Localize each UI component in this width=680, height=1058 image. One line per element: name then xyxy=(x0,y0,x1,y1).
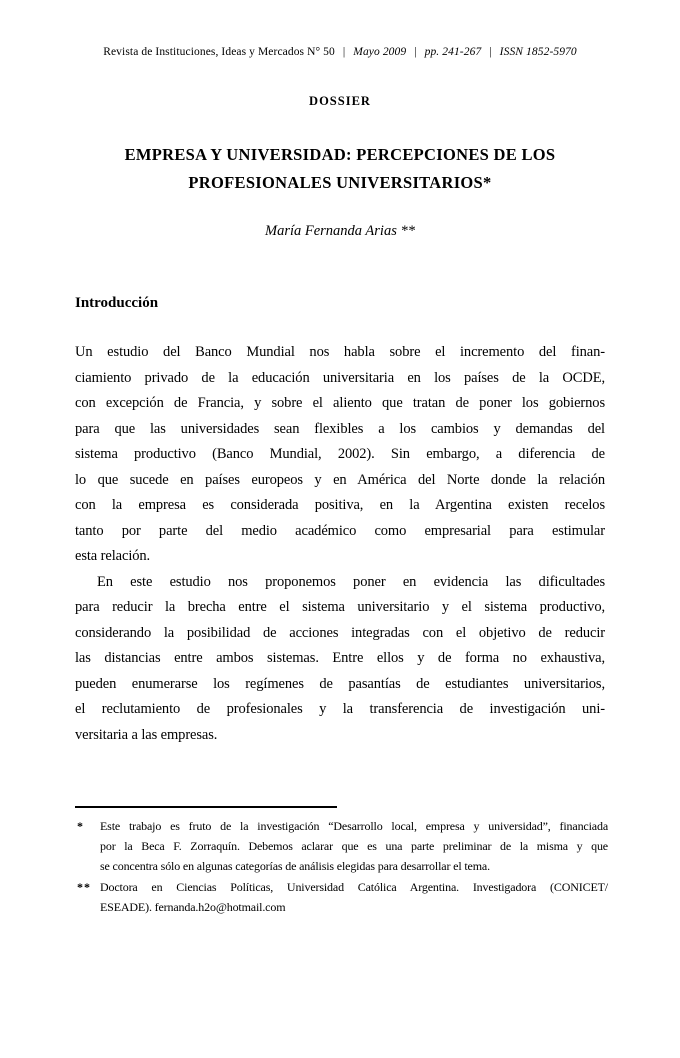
article-title-line-1: EMPRESA Y UNIVERSIDAD: PERCEPCIONES DE LOS xyxy=(124,145,556,164)
text-line: ESEADE). fernanda.h2o@hotmail.com xyxy=(100,899,286,914)
text-line: el reclutamiento de profesionales y la transferencia de investigación uni- xyxy=(75,701,605,717)
header-separator: | xyxy=(414,46,417,58)
text-line: se concentra sólo en algunas categorías de análisis elegidas para desarrollar el tema. xyxy=(100,859,490,874)
text-line: para reducir la brecha entre el sistema universitario y el sistema productivo, xyxy=(75,599,605,615)
footnote-1 xyxy=(75,816,608,877)
footnote-2 xyxy=(75,877,608,917)
paragraph-1 xyxy=(75,340,605,570)
footnote-marker-2: ** xyxy=(77,879,91,894)
text-line: con excepción de Francia, y sobre el aliento que tratan de poner los gobiernos xyxy=(75,395,605,411)
page-range: pp. 241-267 xyxy=(424,46,482,58)
text-line: En este estudio nos proponemos poner en evidencia las dificultades xyxy=(97,573,605,590)
section-heading-introduccion: Introducción xyxy=(75,295,159,311)
paragraph-2 xyxy=(75,570,605,749)
text-line: Doctora en Ciencias Políticas, Universidad Católica Argentina. Investigadora (CONICET/ xyxy=(100,879,608,894)
header-separator: | xyxy=(489,46,492,58)
issue-date: Mayo 2009 xyxy=(353,46,407,58)
article-title xyxy=(0,141,680,197)
text-line: pueden enumerarse los regímenes de pasantías de estudiantes universitarios, xyxy=(75,675,605,692)
article-body xyxy=(75,340,605,748)
text-line: esta relación. xyxy=(75,548,151,564)
text-line: Un estudio del Banco Mundial nos habla sobre el incremento del finan- xyxy=(75,344,605,360)
author-name: María Fernanda Arias ** xyxy=(265,223,415,239)
text-line: Este trabajo es fruto de la investigación “Desarrollo local, empresa y universidad”, financiada xyxy=(100,819,608,833)
text-line: para que las universidades sean flexibles a los cambios y demandas del xyxy=(75,420,605,437)
footnote-marker-1: * xyxy=(77,819,84,833)
footnotes-section xyxy=(75,816,608,917)
header-separator: | xyxy=(342,46,346,58)
footnote-1-text xyxy=(100,816,608,877)
journal-header xyxy=(0,46,680,58)
text-line: ciamiento privado de la educación universitaria en los países de la OCDE, xyxy=(75,369,605,386)
footnote-separator-line xyxy=(75,806,337,808)
text-line: tanto por parte del medio académico como empresarial para estimular xyxy=(75,522,605,539)
article-title-line-2: PROFESIONALES UNIVERSITARIOS* xyxy=(188,173,492,192)
footnote-2-text xyxy=(100,877,608,917)
text-line: considerando la posibilidad de acciones integradas con el objetivo de reducir xyxy=(75,624,605,641)
dossier-label: DOSSIER xyxy=(309,94,371,108)
text-line: por la Beca F. Zorraquín. Debemos aclarar que es una parte preliminar de la misma y que xyxy=(100,839,608,854)
text-line: versitaria a las empresas. xyxy=(75,726,218,743)
text-line: las distancias entre ambos sistemas. Entre ellos y de forma no exhaustiva, xyxy=(75,650,605,666)
text-line: con la empresa es considerada positiva, en la Argentina existen recelos xyxy=(75,497,605,513)
journal-name: Revista de Instituciones, Ideas y Mercados N° 50 xyxy=(103,46,335,58)
text-line: lo que sucede en países europeos y en América del Norte donde la relación xyxy=(75,471,605,488)
text-line: sistema productivo (Banco Mundial, 2002). Sin embargo, a diferencia de xyxy=(75,446,605,462)
issn-number: ISSN 1852-5970 xyxy=(499,46,577,58)
